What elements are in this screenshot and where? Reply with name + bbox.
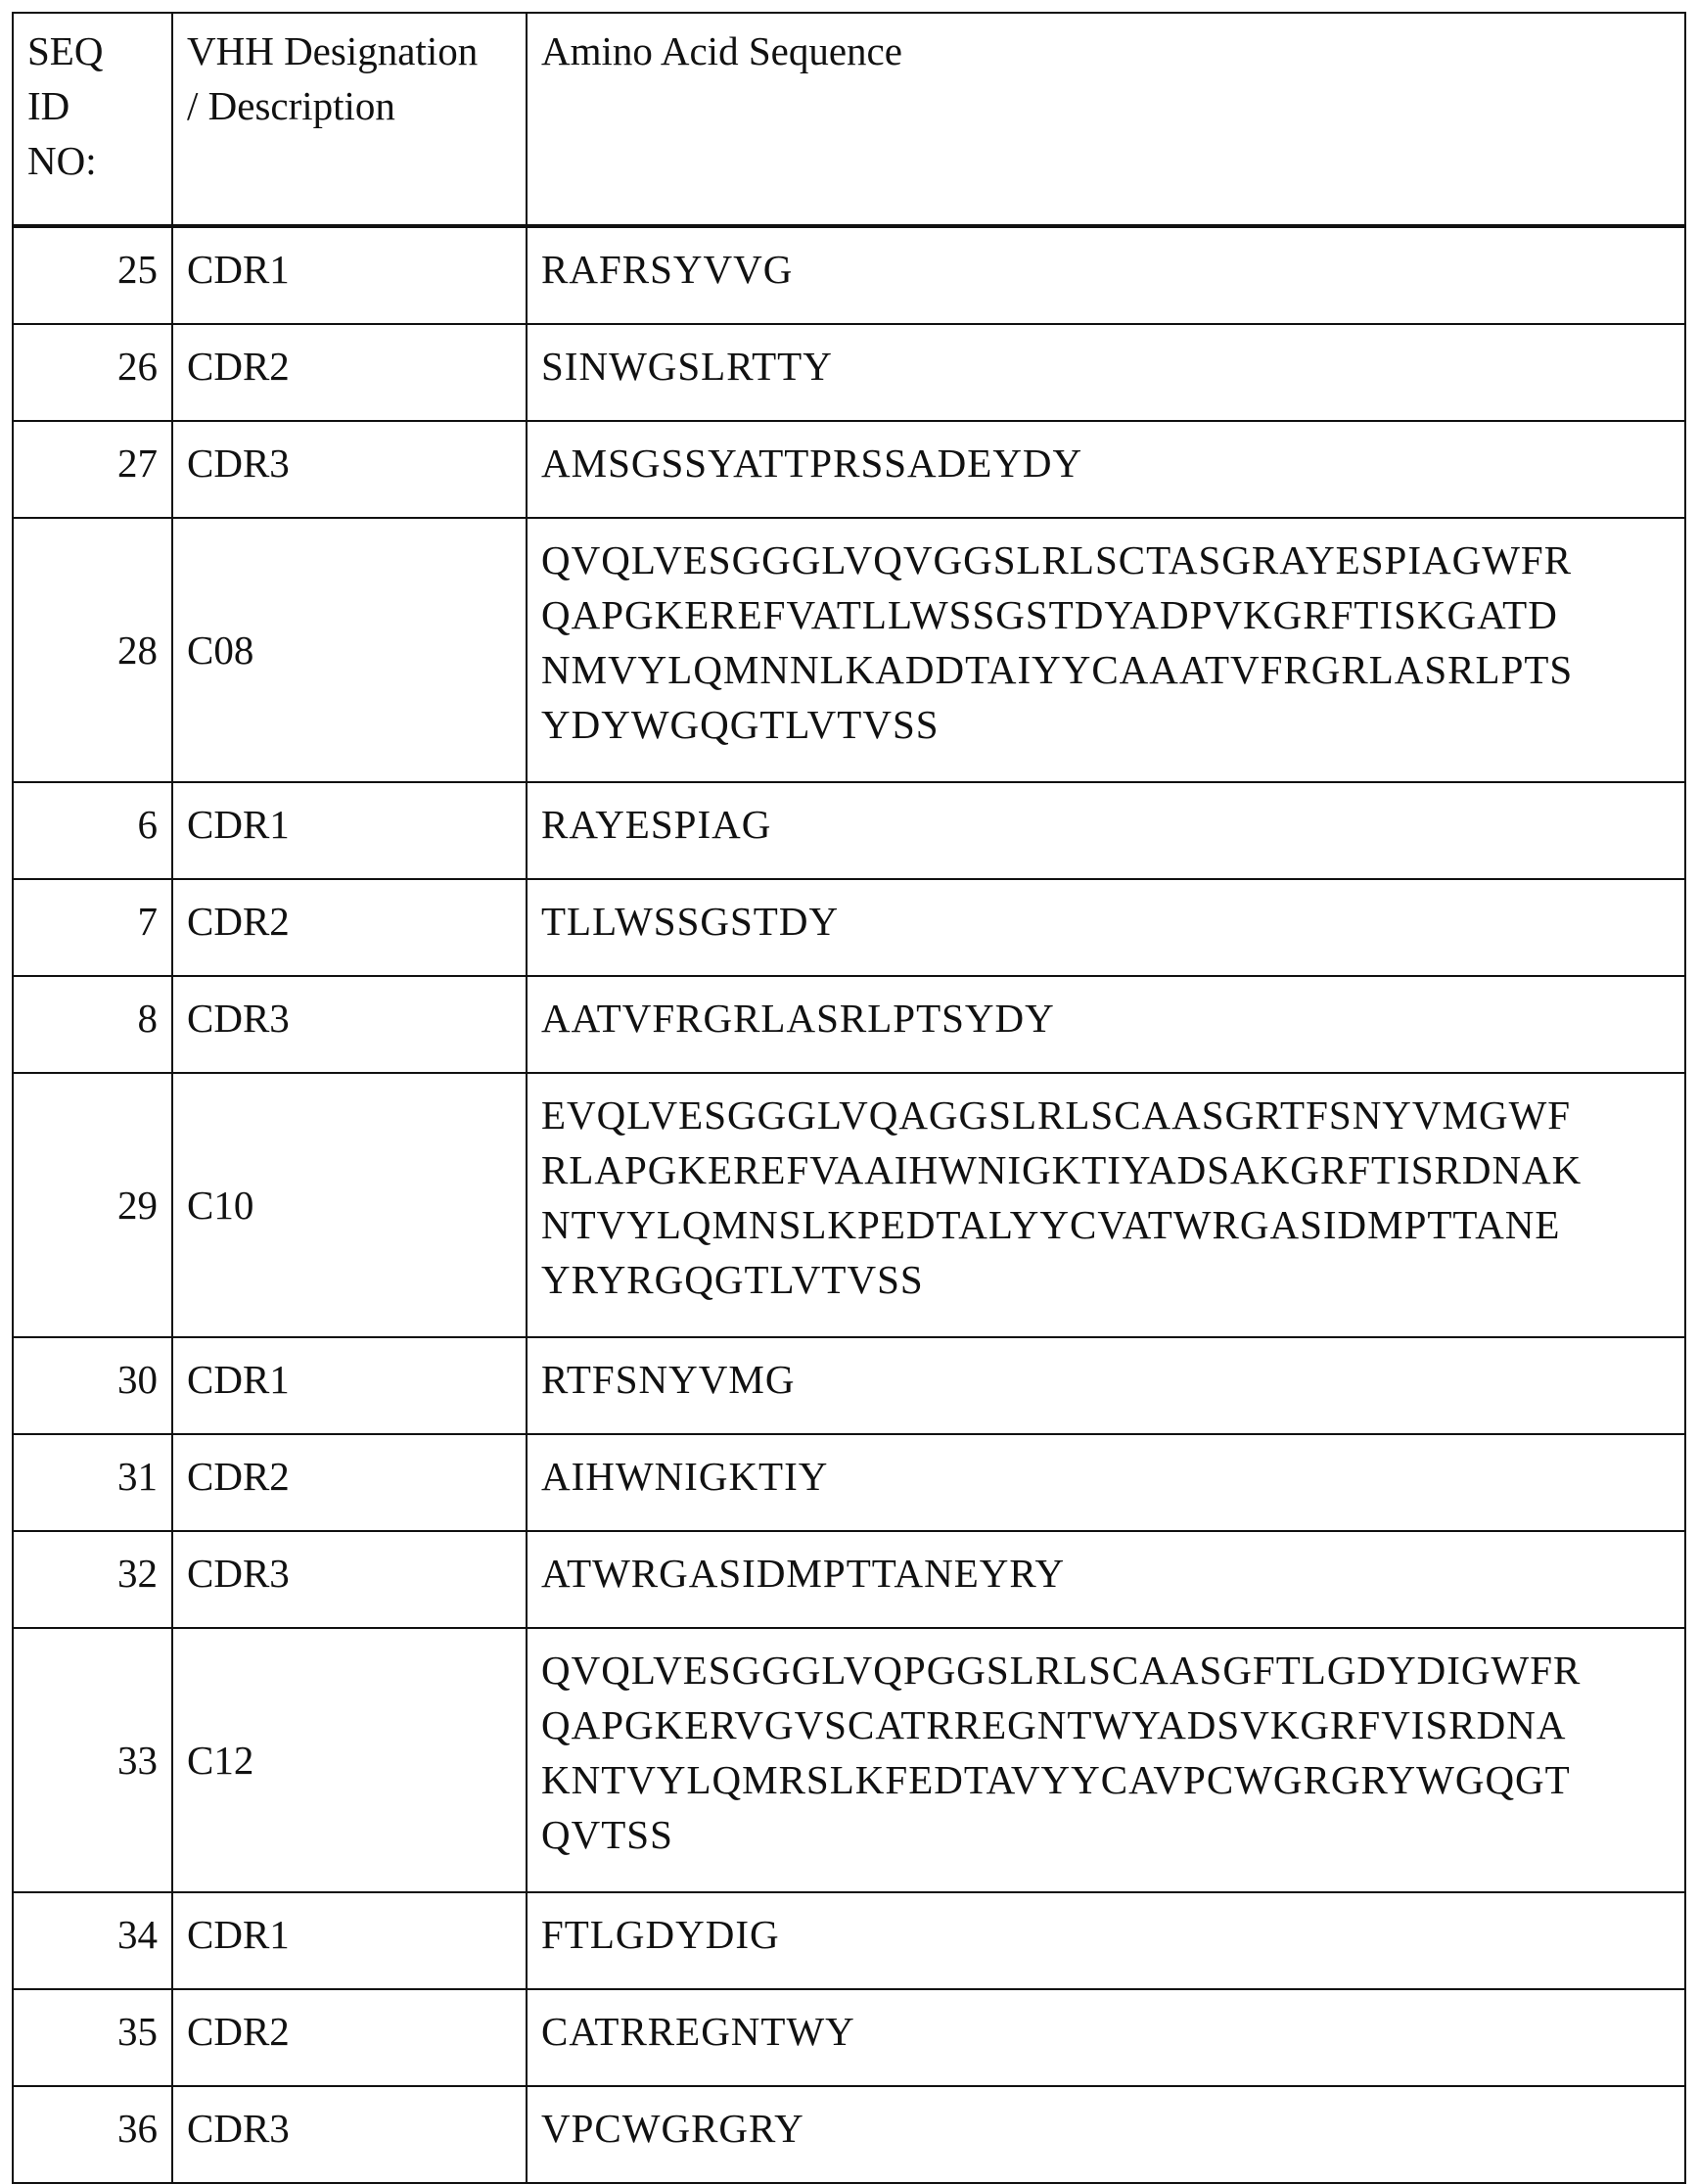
seq-id-cell: 29 — [13, 1073, 172, 1337]
sequence-cell — [527, 518, 1685, 782]
sequence-line: QAPGKERVGVSCATRREGNTWYADSVKGRFVISRDNA — [541, 1702, 1567, 1747]
sequence-table — [12, 12, 1686, 2184]
table-row — [13, 518, 1685, 782]
seq-id-cell: 31 — [13, 1434, 172, 1531]
designation-cell: CDR2 — [172, 879, 527, 976]
sequence-line: YRYRGQGTLVTVSS — [541, 1257, 924, 1302]
seq-id-cell: 28 — [13, 518, 172, 782]
seq-id-cell: 25 — [13, 226, 172, 324]
header-seq-id-line: SEQ — [27, 28, 104, 73]
designation-cell: C08 — [172, 518, 527, 782]
sequence-line: NTVYLQMNSLKPEDTALYYCVATWRGASIDMPTTANE — [541, 1202, 1561, 1247]
designation-cell: CDR2 — [172, 324, 527, 421]
seq-id-cell: 34 — [13, 1892, 172, 1989]
header-sequence: Amino Acid Sequence — [527, 13, 1685, 226]
sequence-cell — [527, 879, 1685, 976]
table-row — [13, 1892, 1685, 1989]
seq-id-cell: 27 — [13, 421, 172, 518]
sequence-line: TLLWSSGSTDY — [541, 899, 840, 944]
sequence-cell — [527, 226, 1685, 324]
sequence-cell — [527, 324, 1685, 421]
sequence-line: QVTSS — [541, 1812, 673, 1857]
table-row — [13, 1628, 1685, 1892]
sequence-cell — [527, 1989, 1685, 2086]
seq-id-cell: 7 — [13, 879, 172, 976]
sequence-cell — [527, 421, 1685, 518]
sequence-line: RAYESPIAG — [541, 802, 772, 847]
sequence-line: RTFSNYVMG — [541, 1357, 796, 1402]
designation-cell: C10 — [172, 1073, 527, 1337]
sequence-line: YDYWGQGTLVTVSS — [541, 702, 940, 747]
table-row — [13, 1531, 1685, 1628]
sequence-line: SINWGSLRTTY — [541, 344, 833, 389]
seq-id-cell: 6 — [13, 782, 172, 879]
designation-cell: CDR1 — [172, 226, 527, 324]
header-designation-line: VHH Designation — [187, 28, 479, 73]
table-row — [13, 782, 1685, 879]
sequence-line: AATVFRGRLASRLPTSYDY — [541, 996, 1055, 1041]
table-body — [13, 226, 1685, 2183]
sequence-line: RLAPGKEREFVAAIHWNIGKTIYADSAKGRFTISRDNAK — [541, 1147, 1583, 1192]
header-row — [13, 13, 1685, 226]
designation-cell: CDR1 — [172, 1892, 527, 1989]
sequence-line: EVQLVESGGGLVQAGGSLRLSCAASGRTFSNYVMGWF — [541, 1092, 1572, 1138]
header-seq-id-line: ID — [27, 83, 70, 128]
designation-cell: C12 — [172, 1628, 527, 1892]
header-seq-id — [13, 13, 172, 226]
sequence-line: VPCWGRGRY — [541, 2106, 804, 2151]
sequence-cell — [527, 782, 1685, 879]
sequence-line: QVQLVESGGGLVQPGGSLRLSCAASGFTLGDYDIGWFR — [541, 1648, 1582, 1693]
designation-cell: CDR3 — [172, 976, 527, 1073]
table-row — [13, 2086, 1685, 2183]
sequence-line: NMVYLQMNNLKADDTAIYYCAAATVFRGRLASRLPTS — [541, 647, 1574, 692]
sequence-line: KNTVYLQMRSLKFEDTAVYYCAVPCWGRGRYWGQGT — [541, 1757, 1571, 1802]
table-row — [13, 1989, 1685, 2086]
sequence-line: AMSGSSYATTPRSSADEYDY — [541, 441, 1083, 486]
seq-id-cell: 32 — [13, 1531, 172, 1628]
seq-id-cell: 26 — [13, 324, 172, 421]
designation-cell: CDR2 — [172, 1989, 527, 2086]
table-row — [13, 1337, 1685, 1434]
sequence-cell — [527, 1337, 1685, 1434]
sequence-line: RAFRSYVVG — [541, 247, 794, 292]
designation-cell: CDR1 — [172, 1337, 527, 1434]
seq-id-cell: 35 — [13, 1989, 172, 2086]
sequence-cell — [527, 1628, 1685, 1892]
seq-id-cell: 8 — [13, 976, 172, 1073]
sequence-cell — [527, 2086, 1685, 2183]
seq-id-cell: 30 — [13, 1337, 172, 1434]
designation-cell: CDR3 — [172, 421, 527, 518]
table-row — [13, 324, 1685, 421]
table-row — [13, 421, 1685, 518]
sequence-line: FTLGDYDIG — [541, 1912, 780, 1957]
header-seq-id-line: NO: — [27, 138, 97, 183]
sequence-line: ATWRGASIDMPTTANEYRY — [541, 1551, 1066, 1596]
table-row — [13, 976, 1685, 1073]
table-row — [13, 1434, 1685, 1531]
sequence-cell — [527, 1434, 1685, 1531]
sequence-cell — [527, 1073, 1685, 1337]
seq-id-cell: 33 — [13, 1628, 172, 1892]
sequence-line: AIHWNIGKTIY — [541, 1454, 829, 1499]
header-designation-line: / Description — [187, 83, 395, 128]
table-row — [13, 226, 1685, 324]
designation-cell: CDR3 — [172, 2086, 527, 2183]
sequence-line: QVQLVESGGGLVQVGGSLRLSCTASGRAYESPIAGWFR — [541, 537, 1573, 582]
sequence-line: CATRREGNTWY — [541, 2009, 855, 2054]
seq-id-cell: 36 — [13, 2086, 172, 2183]
sequence-cell — [527, 1892, 1685, 1989]
sequence-cell — [527, 1531, 1685, 1628]
table-row — [13, 1073, 1685, 1337]
header-designation — [172, 13, 527, 226]
designation-cell: CDR3 — [172, 1531, 527, 1628]
sequence-line: QAPGKEREFVATLLWSSGSTDYADPVKGRFTISKGATD — [541, 592, 1558, 637]
designation-cell: CDR1 — [172, 782, 527, 879]
sequence-cell — [527, 976, 1685, 1073]
table-row — [13, 879, 1685, 976]
designation-cell: CDR2 — [172, 1434, 527, 1531]
